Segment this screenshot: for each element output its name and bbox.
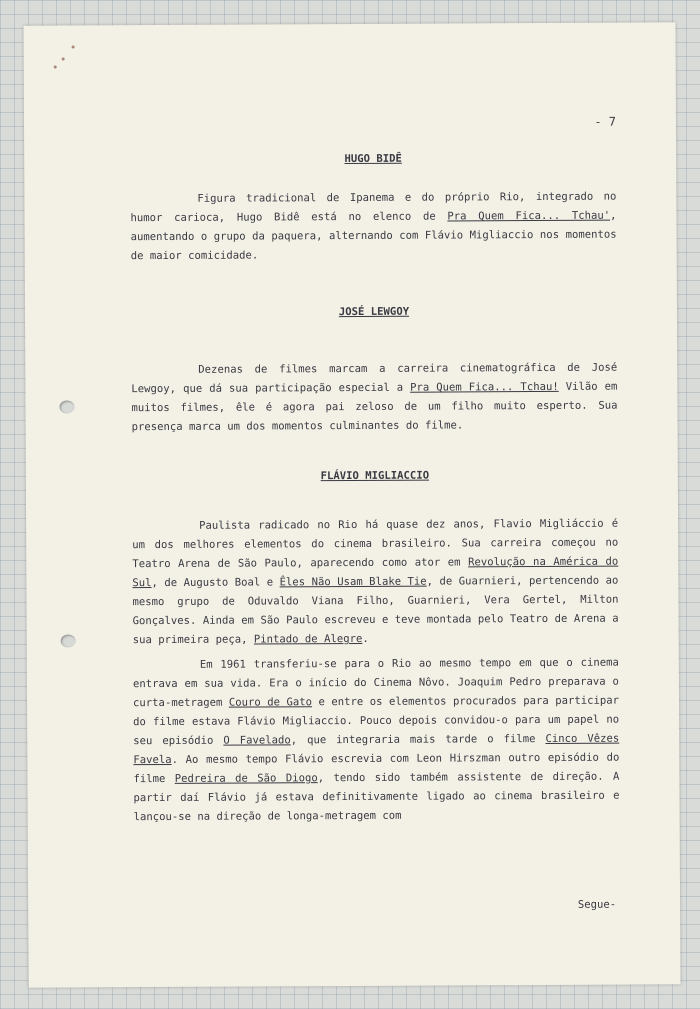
text-run: Dezenas de filmes marcam a carreira cinematográfica de José Lewgoy, que dá sua participação especial a	[131, 361, 618, 396]
film-title: Pra Quem Fica... Tchau!	[410, 380, 559, 394]
text-run: , tendo sido também assistente de direção. A partir daí Flávio já estava definitivamente ligado ao cinema brasileiro e lançou-se na direção de longa-metragem com	[133, 770, 620, 824]
film-title: Pedreira de São Diogo	[174, 772, 318, 785]
punch-hole-top	[59, 400, 74, 413]
heading-hugo-bide: HUGO BIDÊ	[344, 152, 402, 166]
text-run: Figura tradicional de Ipanema e do próprio Rio, integrado no humor carioca, Hugo Bidê está no elenco de	[130, 190, 617, 225]
paragraph-hugo-bide	[130, 188, 616, 267]
stain-speck	[54, 66, 57, 69]
film-title: Êles Não Usam Blake Tie	[279, 575, 427, 589]
text-run: . Ao mesmo tempo Flávio escrevia com Leon Hirszman outro episódio do filme	[133, 751, 620, 786]
film-title: Cinco Vêzes Favela	[133, 732, 620, 767]
stain-speck	[62, 57, 65, 60]
film-title: Revolução na América do Sul	[132, 555, 619, 590]
page-number: - 7	[594, 114, 617, 129]
paragraph-jose-lewgoy	[131, 359, 617, 438]
heading-flavio-migliaccio: FLÁVIO MIGLIACCIO	[320, 469, 430, 483]
text-run: , de Augusto Boal e	[151, 576, 280, 590]
film-title: O Favelado	[223, 734, 291, 747]
film-title: Couro de Gato	[228, 696, 313, 709]
film-title: Pra Quem Fica... Tchau'	[447, 209, 611, 223]
stain-speck	[72, 45, 75, 48]
text-run: .	[362, 632, 369, 645]
document-body	[130, 111, 620, 828]
punch-hole-bottom	[61, 634, 76, 647]
text-run: , de Guarnieri, pertencendo ao mesmo grupo de Oduvaldo Viana Filho, Guarnieri, Vera Gertel, Milton Gonçalves. Ainda em São Paulo escreveu e teve montada pelo Teatro de Arena a sua primeira peça,	[132, 574, 619, 647]
text-run: , que integraria mais tarde o filme	[290, 732, 546, 747]
text-run: , aumentando o grupo da paquera, alternando com Flávio Migliaccio nos momentos de maior comicidade.	[130, 209, 617, 263]
continuation-note: Segue-	[577, 898, 617, 911]
paragraph-flavio-1	[132, 515, 619, 651]
paper-sheet	[23, 22, 680, 987]
paragraph-flavio-2	[133, 654, 620, 828]
text-run: Vilão em muitos filmes, êle é agora pai zeloso de um filho muito esperto. Sua presença marca um dos momentos culminantes do filme.	[131, 380, 618, 434]
heading-jose-lewgoy: JOSÉ LEWGOY	[338, 305, 410, 319]
text-run: e entre os elementos procurados para participar do filme estava Flávio Migliaccio. Pouco depois convidou-o para um papel no seu episódio	[133, 694, 620, 748]
film-title: Pintado de Alegre	[253, 632, 363, 646]
text-run: Paulista radicado no Rio há quase dez anos, Flavio Migliáccio é um dos melhores elementos do cinema brasileiro. Sua carreira começou no Teatro Arena de São Paulo, aparecendo como ator em	[132, 517, 619, 571]
text-run: Em 1961 transferiu-se para o Rio ao mesmo tempo em que o cinema entrava em sua vida. Era o início do Cinema Nôvo. Joaquim Pedro preparava o curta-metragem	[132, 656, 619, 710]
